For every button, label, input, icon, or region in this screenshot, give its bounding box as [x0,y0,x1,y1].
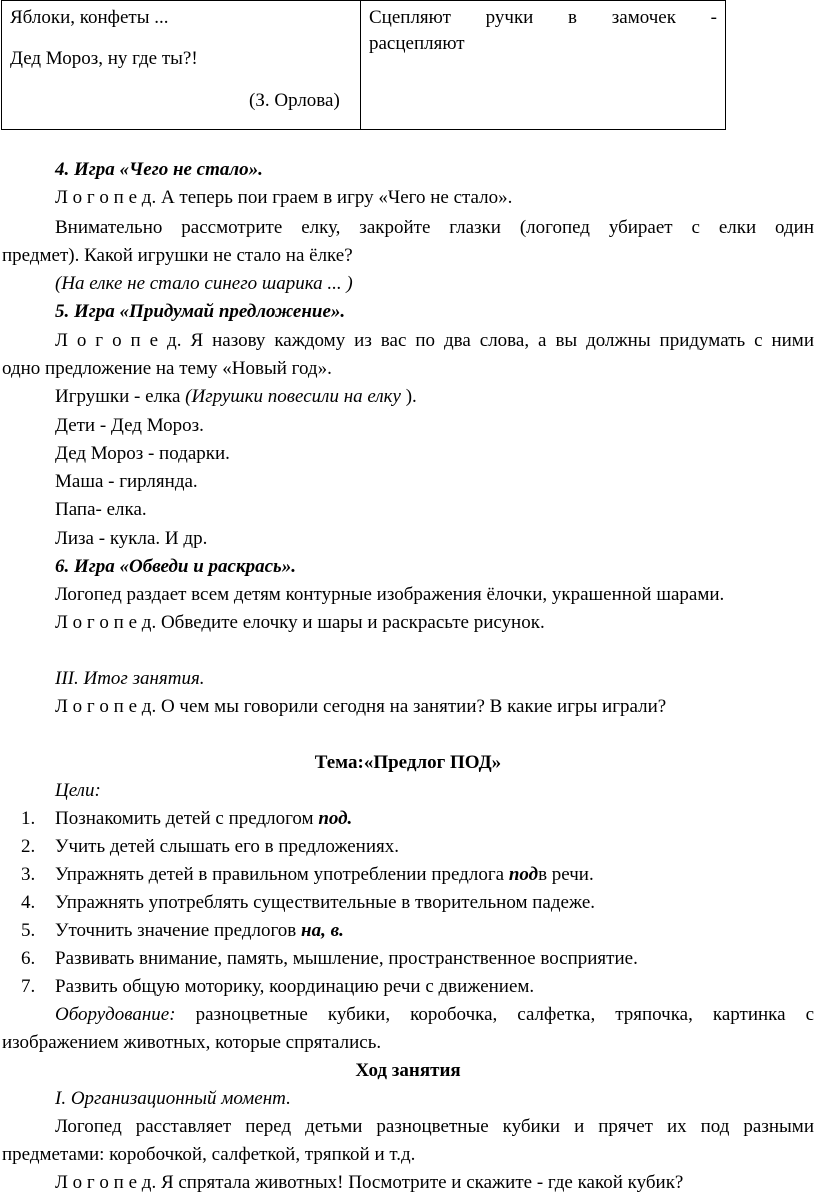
summary-p1-text: О чем мы говорили сегодня на занятии? В какие игры играли? [160,696,667,717]
org-p2 [55,1170,683,1196]
goals-label: Цели: [55,780,101,801]
org-p1-line2: предметами: коробочкой, салфеткой, тряпкой и т.д. [2,1144,416,1165]
example-answer: (Игрушки повесили на елку [185,386,401,407]
game5-example-2: Дети - Дед Мороз. [55,415,204,436]
goal-number: 1. [21,808,36,829]
goal-text: Учить детей слышать его в предложениях. [55,836,400,857]
game5-example-5: Папа- елка. [55,499,147,520]
goal-item [55,946,638,972]
goal-item [55,974,534,1000]
goal-text-after: в речи. [538,864,594,885]
goal-text: Познакомить детей с предлогом [55,808,319,829]
poem-line-2: Дед Мороз, ну где ты?! [10,48,198,69]
equipment-line-2: изображением животных, которые спрятались. [2,1032,382,1053]
summary-p1 [55,694,666,720]
game5-example-1 [55,384,417,410]
speaker-label: Л о г о п е д. [55,696,157,717]
goal-text: Упражнять употреблять существительные в творительном падеже. [55,892,596,913]
game4-line-1 [55,185,512,211]
goal-emphasis: под [508,864,539,885]
game5-heading: 5. Игра «Придумай предложение». [55,301,346,322]
game6-p2 [55,610,545,636]
speaker-label: Л о г о п е д. [55,187,157,208]
poem-text-cell [2,1,361,130]
goal-number: 3. [21,864,36,885]
goal-number: 4. [21,892,36,913]
goal-text: Развивать внимание, память, мышление, пространственное восприятие. [55,948,638,969]
goal-number: 5. [21,920,36,941]
goal-emphasis: под. [318,808,353,829]
equipment-label: Оборудование: [55,1004,176,1025]
topic-title: Тема:«Предлог ПОД» [314,752,502,773]
movement-line-1: Сцепляют ручки в замочек - [369,7,717,28]
poem-line-1: Яблоки, конфеты ... [10,7,169,28]
game5-example-6: Лиза - кукла. И др. [55,528,208,549]
summary-heading: III. Итог занятия. [55,668,205,689]
game5-p1-line1 [55,328,814,354]
org-p2-text: Я спрятала животных! Посмотрите и скажите - где какой кубик? [160,1172,684,1193]
goal-text: Развить общую моторику, координацию речи с движением. [55,976,535,997]
game5-p1-line2: одно предложение на тему «Новый год». [2,358,332,379]
goal-emphasis: на, в. [301,920,344,941]
goal-item [55,806,352,832]
game4-heading: 4. Игра «Чего не стало». [55,159,263,180]
org-p1-line1: Логопед расставляет перед детьми разноцветные кубики и прячет их под разными [55,1116,814,1137]
game4-p2-line1: Внимательно рассмотрите елку, закройте глазки (логопед убирает с елки один [55,217,814,238]
game4-p2-line2: предмет). Какой игрушки не стало на ёлке? [2,245,353,266]
example-words: Игрушки - елка [55,386,181,407]
game5-example-4: Маша - гирлянда. [55,471,198,492]
game6-p2-text: Обведите елочку и шары и раскрасьте рисунок. [160,612,545,633]
goal-number: 7. [21,976,36,997]
game6-p1: Логопед раздает всем детям контурные изображения ёлочки, украшенной шарами. [55,584,725,605]
goal-item [55,862,594,888]
example-end: ). [405,386,417,407]
game5-p1-text: Я назову каждому из вас по два слова, а вы должны придумать с ними [190,330,815,351]
goal-text: Уточнить значение предлогов [55,920,302,941]
game4-answer: (На елке не стало синего шарика ... ) [55,273,353,294]
goal-number: 6. [21,948,36,969]
game6-heading: 6. Игра «Обведи и раскрась». [55,556,296,577]
poem-table [1,0,726,130]
speaker-label: Л о г о п е д. [55,330,182,351]
speaker-label: Л о г о п е д. [55,612,157,633]
equipment-text: разноцветные кубики, коробочка, салфетка, тряпочка, картинка с [195,1004,815,1025]
goal-item [55,834,399,860]
org-heading: I. Организационный момент. [55,1088,291,1109]
course-title: Ход занятия [355,1060,461,1081]
poem-author: (З. Орлова) [249,90,340,111]
game5-example-3: Дед Мороз - подарки. [55,443,230,464]
goal-number: 2. [21,836,36,857]
equipment-line-1 [55,1002,814,1028]
game4-p1: А теперь пои граем в игру «Чего не стало». [160,187,513,208]
goal-item [55,918,344,944]
goal-text: Упражнять детей в правильном употреблении предлога [55,864,509,885]
goal-item [55,890,595,916]
movement-cell [361,1,726,130]
speaker-label: Л о г о п е д. [55,1172,157,1193]
movement-line-2: расцепляют [369,33,465,54]
